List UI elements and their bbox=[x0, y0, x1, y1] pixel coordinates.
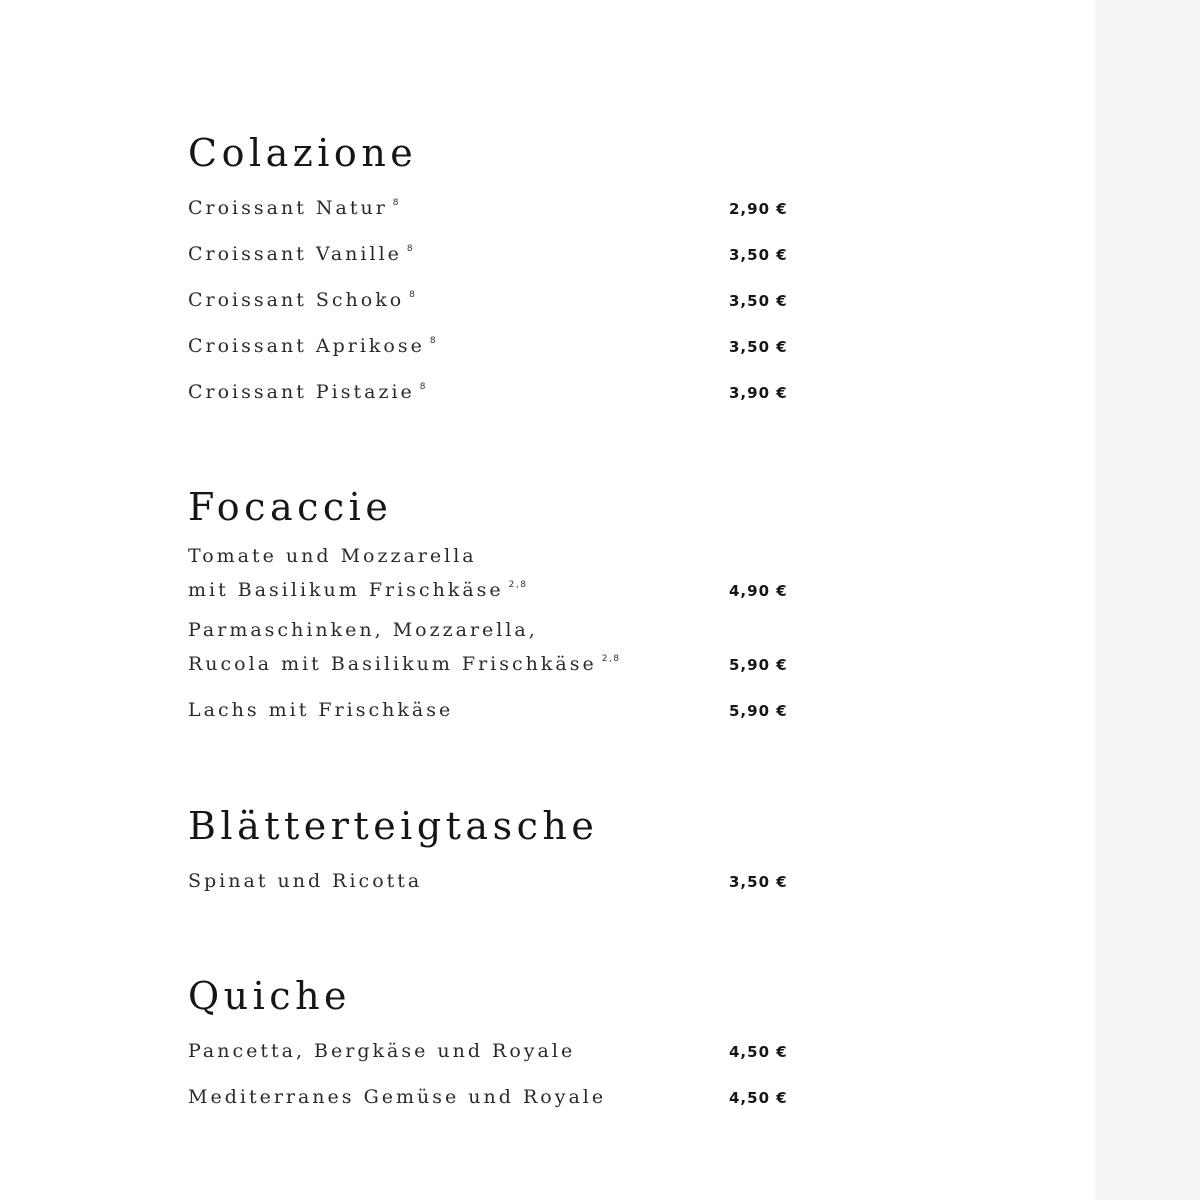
menu-item bbox=[188, 867, 798, 896]
item-text: Tomate und Mozzarella bbox=[188, 545, 477, 567]
item-price: 5,90 € bbox=[729, 656, 788, 674]
item-name-line bbox=[188, 235, 414, 269]
allergen-note: 2,8 bbox=[508, 580, 528, 590]
item-text: Mediterranes Gemüse und Royale bbox=[188, 1086, 607, 1108]
allergen-note: 8 bbox=[419, 382, 428, 392]
section-title: Focaccie bbox=[188, 485, 393, 529]
menu-item bbox=[188, 240, 798, 269]
item-name bbox=[188, 696, 453, 725]
section-title: Colazione bbox=[188, 131, 418, 175]
item-name-line bbox=[188, 867, 422, 896]
item-name bbox=[188, 281, 416, 315]
item-name-line bbox=[188, 696, 453, 725]
item-name-line bbox=[188, 645, 621, 679]
side-panel bbox=[1095, 0, 1200, 1200]
menu-item bbox=[188, 332, 798, 361]
item-name-line bbox=[188, 373, 427, 407]
menu-item bbox=[188, 1037, 798, 1066]
item-text: Parmaschinken, Mozzarella, bbox=[188, 619, 538, 641]
menu-item bbox=[188, 194, 798, 223]
item-name-line bbox=[188, 542, 527, 571]
item-name bbox=[188, 867, 422, 896]
item-text: Croissant Schoko bbox=[188, 289, 405, 311]
menu-item bbox=[188, 286, 798, 315]
item-text: Lachs mit Frischkäse bbox=[188, 699, 454, 721]
item-price: 3,50 € bbox=[729, 292, 788, 310]
item-name bbox=[188, 189, 400, 223]
menu-item bbox=[188, 621, 798, 679]
section-blaetterteigtasche bbox=[188, 803, 798, 892]
item-price: 4,50 € bbox=[729, 1043, 788, 1061]
item-price: 4,50 € bbox=[729, 1089, 788, 1107]
item-text: Croissant Natur bbox=[188, 197, 388, 219]
section-focaccie bbox=[188, 484, 798, 721]
allergen-note: 8 bbox=[409, 290, 417, 300]
item-name bbox=[188, 373, 427, 407]
item-name-line bbox=[188, 1037, 575, 1066]
allergen-note: 8 bbox=[429, 336, 438, 346]
item-text: Rucola mit Basilikum Frischkäse bbox=[188, 653, 597, 675]
item-name bbox=[188, 327, 437, 361]
item-price: 3,90 € bbox=[729, 384, 788, 402]
item-price: 2,90 € bbox=[729, 200, 788, 218]
section-title: Blätterteigtasche bbox=[188, 804, 599, 848]
item-name-line bbox=[188, 571, 527, 605]
item-name-line bbox=[188, 327, 437, 361]
menu-item bbox=[188, 547, 798, 605]
allergen-note: 8 bbox=[392, 198, 401, 208]
menu-item bbox=[188, 378, 798, 407]
menu-item bbox=[188, 696, 798, 725]
item-name bbox=[188, 542, 527, 605]
item-name-line bbox=[188, 281, 416, 315]
item-price: 3,50 € bbox=[729, 338, 788, 356]
menu-item bbox=[188, 1083, 798, 1112]
item-name bbox=[188, 1083, 606, 1112]
item-text: mit Basilikum Frischkäse bbox=[188, 579, 504, 601]
item-text: Croissant Aprikose bbox=[188, 335, 425, 357]
item-name bbox=[188, 616, 621, 679]
allergen-note: 2,8 bbox=[601, 654, 621, 664]
item-text: Croissant Pistazie bbox=[188, 381, 415, 403]
item-text: Croissant Vanille bbox=[188, 243, 402, 265]
item-price: 3,50 € bbox=[729, 246, 788, 264]
section-title: Quiche bbox=[188, 974, 352, 1018]
item-price: 4,90 € bbox=[729, 582, 788, 600]
item-price: 5,90 € bbox=[729, 702, 788, 720]
section-quiche bbox=[188, 973, 798, 1108]
item-name-line bbox=[188, 189, 400, 223]
item-text: Spinat und Ricotta bbox=[188, 870, 423, 892]
item-name bbox=[188, 235, 414, 269]
allergen-note: 8 bbox=[406, 244, 415, 254]
item-price: 3,50 € bbox=[729, 873, 788, 891]
item-name-line bbox=[188, 616, 621, 645]
item-name bbox=[188, 1037, 575, 1066]
item-text: Pancetta, Bergkäse und Royale bbox=[188, 1040, 576, 1062]
item-name-line bbox=[188, 1083, 606, 1112]
section-colazione bbox=[188, 130, 798, 403]
